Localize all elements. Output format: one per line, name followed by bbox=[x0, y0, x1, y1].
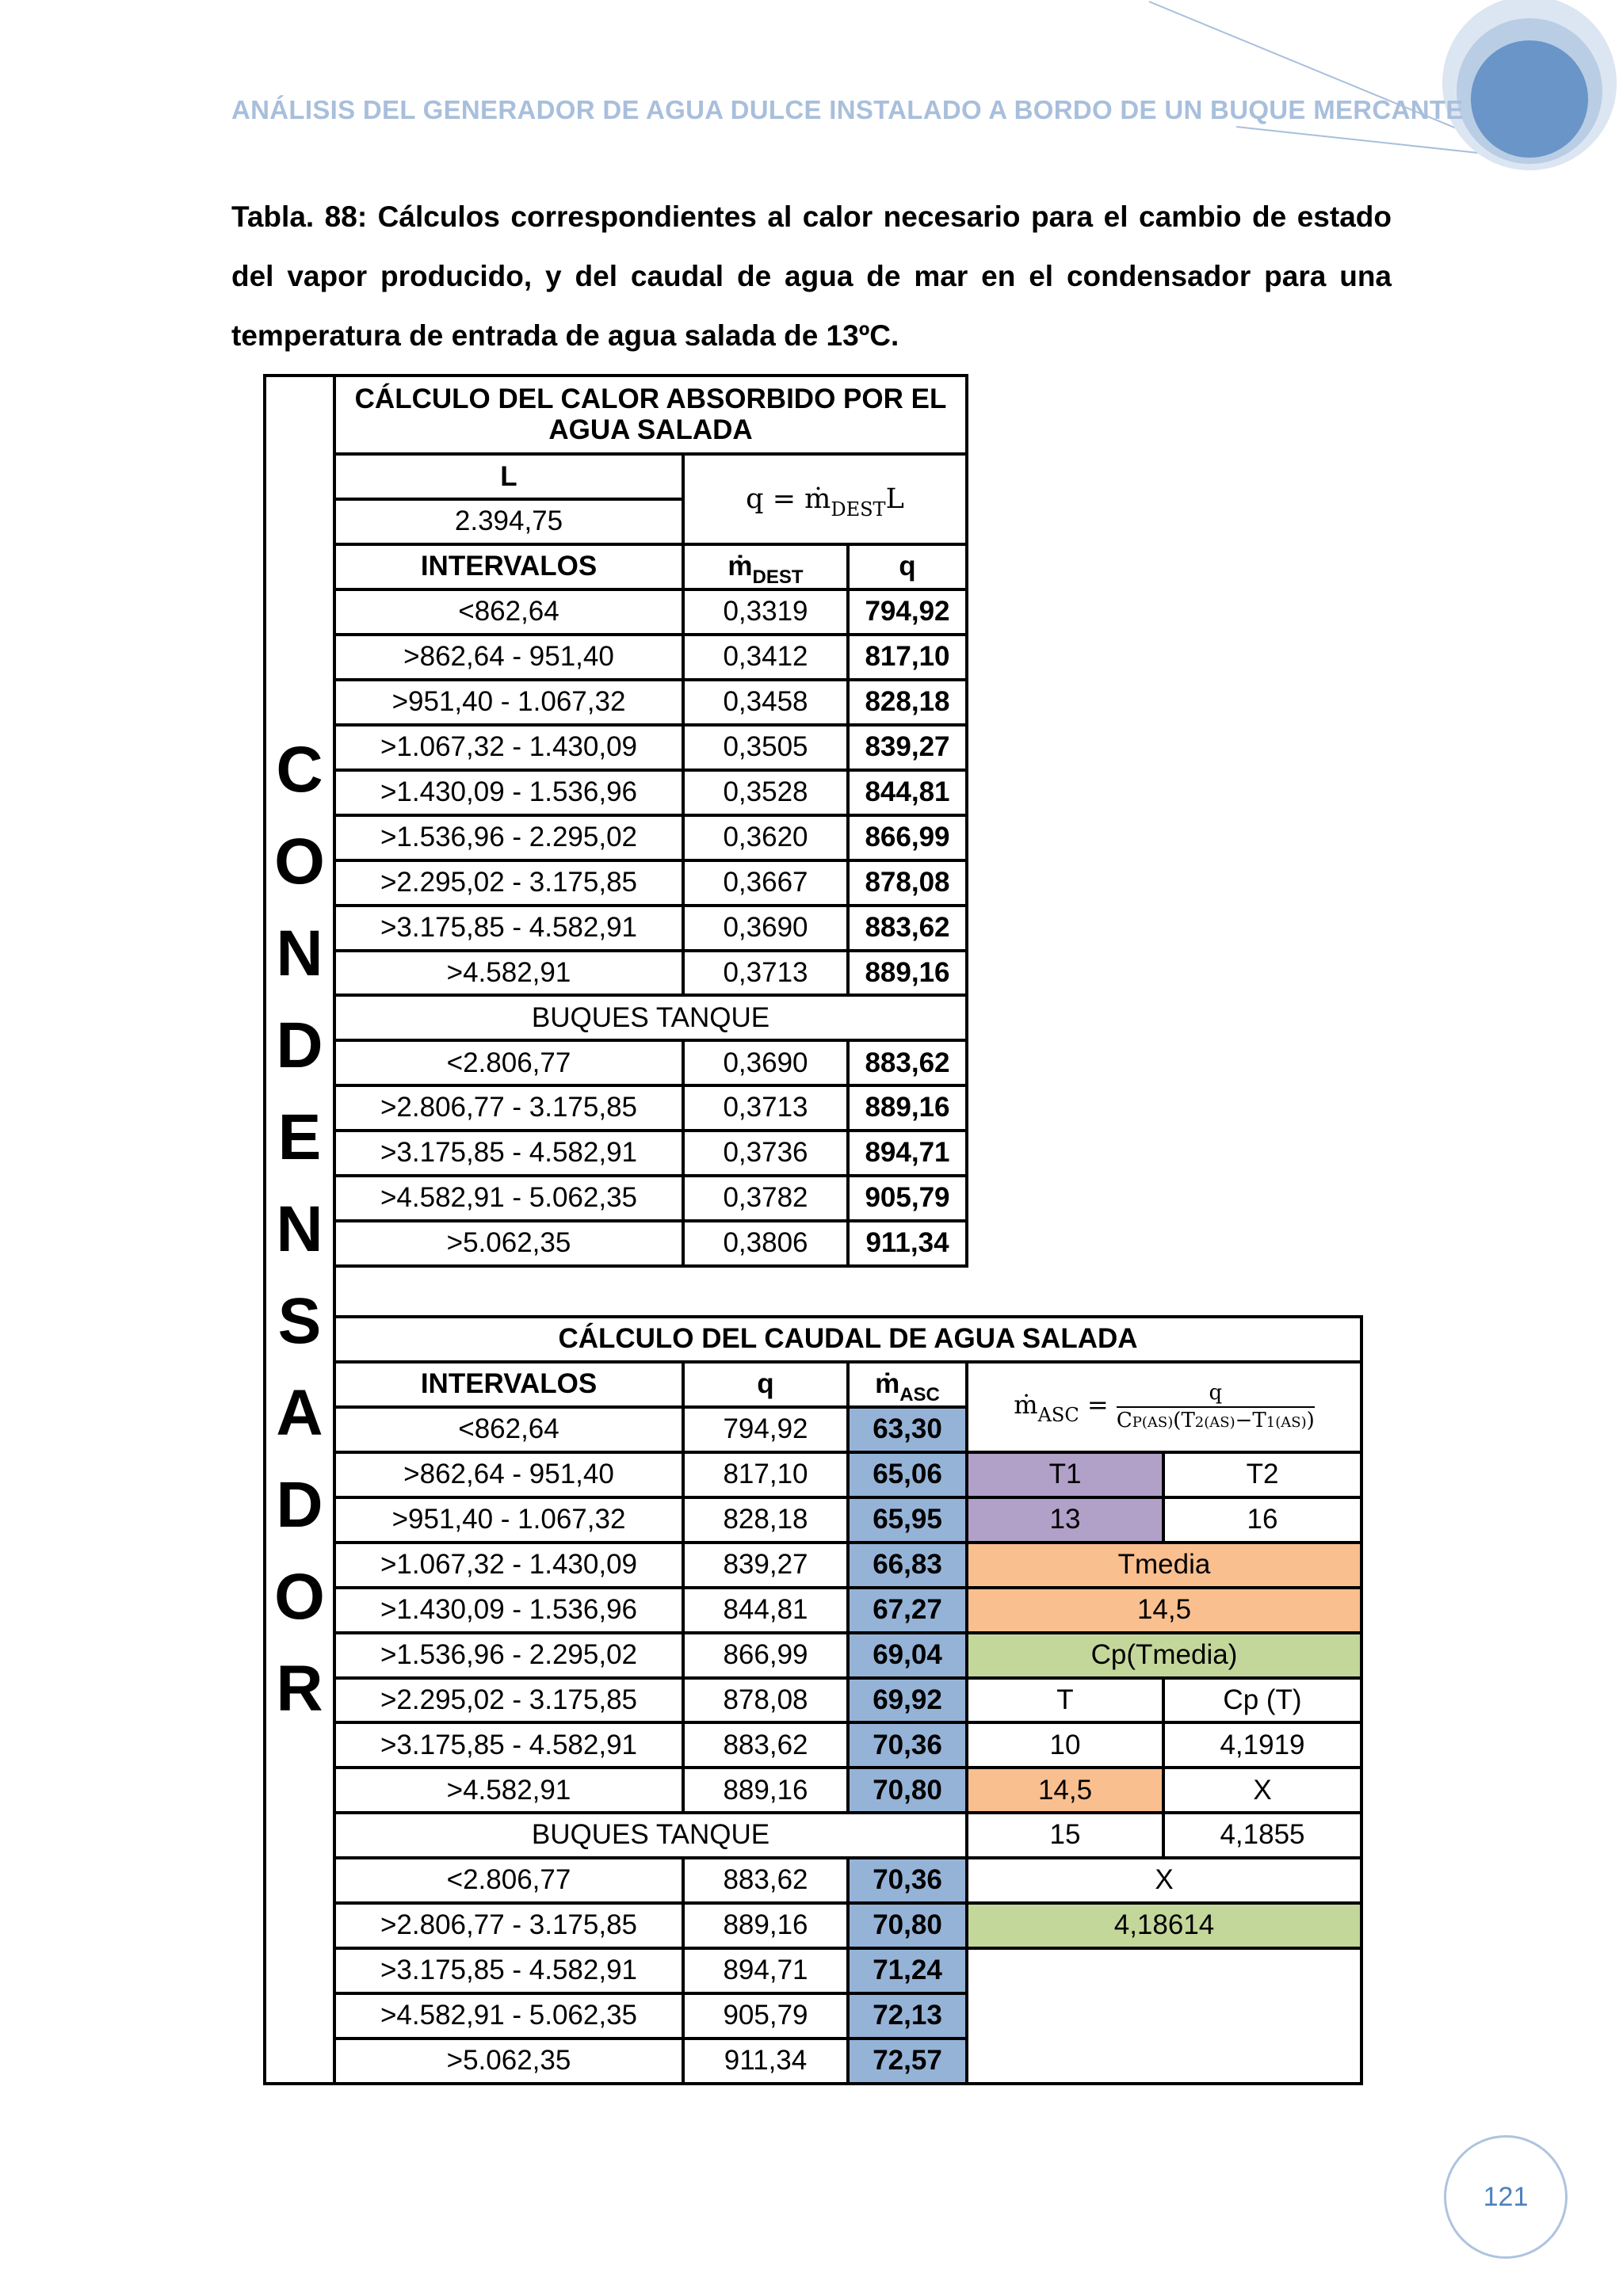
tmedia-label: Tmedia bbox=[967, 1543, 1361, 1588]
table-row bbox=[265, 1633, 1361, 1678]
table-row bbox=[265, 1678, 1361, 1723]
table-row bbox=[265, 680, 1361, 725]
vertical-letter: R bbox=[276, 1653, 323, 1725]
vertical-letter: O bbox=[274, 826, 325, 898]
table-row bbox=[265, 1040, 1361, 1085]
q-cell: 889,16 bbox=[848, 951, 967, 996]
interval-cell: >1.430,09 - 1.536,96 bbox=[334, 1588, 683, 1633]
table-row bbox=[265, 1317, 1361, 1362]
table-row bbox=[265, 1452, 1361, 1497]
m-asc-formula-cell bbox=[967, 1362, 1361, 1452]
empty-cell bbox=[967, 860, 1361, 906]
q-cell: 866,99 bbox=[848, 815, 967, 860]
m-asc-cell: 70,80 bbox=[848, 1903, 967, 1948]
m-dest-cell: 0,3782 bbox=[683, 1176, 848, 1221]
interval-cell: >862,64 - 951,40 bbox=[334, 1452, 683, 1497]
cp-col: Cp (T) bbox=[1163, 1678, 1361, 1723]
vertical-letter: S bbox=[277, 1285, 322, 1357]
interval-cell: >4.582,91 - 5.062,35 bbox=[334, 1993, 683, 2039]
condensador-vertical-label bbox=[265, 376, 334, 2084]
empty-cell bbox=[967, 951, 1361, 996]
interval-cell: <2.806,77 bbox=[334, 1040, 683, 1085]
interp-t: 10 bbox=[967, 1722, 1163, 1768]
x-label: X bbox=[967, 1858, 1361, 1903]
page-number: 121 bbox=[1444, 2135, 1568, 2259]
m-asc-cell: 67,27 bbox=[848, 1588, 967, 1633]
header-decoration bbox=[0, 0, 1623, 174]
m-dot: ṁ bbox=[727, 551, 753, 582]
table-row bbox=[265, 544, 1361, 589]
interval-cell: >951,40 - 1.067,32 bbox=[334, 680, 683, 725]
interval-cell: >3.175,85 - 4.582,91 bbox=[334, 906, 683, 951]
q-cell: 905,79 bbox=[848, 1176, 967, 1221]
q-cell: 911,34 bbox=[848, 1221, 967, 1266]
q-cell: 883,62 bbox=[848, 906, 967, 951]
condensador-table bbox=[263, 374, 1363, 2085]
table-row bbox=[265, 995, 1361, 1040]
interval-cell: >2.295,02 - 3.175,85 bbox=[334, 1678, 683, 1723]
table-row bbox=[265, 589, 1361, 635]
tanker-label: BUQUES TANQUE bbox=[334, 995, 967, 1040]
table-row bbox=[265, 815, 1361, 860]
t2-label: T2 bbox=[1163, 1452, 1361, 1497]
interval-cell: >2.806,77 - 3.175,85 bbox=[334, 1903, 683, 1948]
q-cell: 894,71 bbox=[848, 1131, 967, 1176]
m-sub: DEST bbox=[752, 566, 804, 589]
q-cell: 883,62 bbox=[848, 1040, 967, 1085]
q-cell: 794,92 bbox=[848, 589, 967, 635]
empty-cell bbox=[967, 376, 1361, 454]
q-cell: 889,16 bbox=[683, 1768, 848, 1813]
t-col: T bbox=[967, 1678, 1163, 1723]
empty-cell bbox=[967, 1131, 1361, 1176]
m-dest-cell: 0,3713 bbox=[683, 951, 848, 996]
table-row bbox=[265, 1497, 1361, 1543]
interval-cell: >862,64 - 951,40 bbox=[334, 635, 683, 680]
x-value: 4,18614 bbox=[967, 1903, 1361, 1948]
m-asc-cell: 72,57 bbox=[848, 2039, 967, 2084]
table-row bbox=[265, 454, 1361, 499]
m-asc-cell: 70,80 bbox=[848, 1768, 967, 1813]
running-header: ANÁLISIS DEL GENERADOR DE AGUA DULCE INSTALADO A BORDO DE UN BUQUE MERCANTE bbox=[231, 95, 1464, 124]
interval-cell: >1.536,96 - 2.295,02 bbox=[334, 815, 683, 860]
t1-value: 13 bbox=[967, 1497, 1163, 1543]
tanker-label: BUQUES TANQUE bbox=[334, 1813, 967, 1858]
m-dest-cell: 0,3736 bbox=[683, 1131, 848, 1176]
table-row bbox=[265, 1362, 1361, 1407]
m-asc-cell: 70,36 bbox=[848, 1722, 967, 1768]
col-q: q bbox=[848, 544, 967, 589]
table-row bbox=[265, 1131, 1361, 1176]
interval-cell: >951,40 - 1.067,32 bbox=[334, 1497, 683, 1543]
m-dest-cell: 0,3667 bbox=[683, 860, 848, 906]
m-dest-cell: 0,3505 bbox=[683, 725, 848, 770]
interp-cp: 4,1855 bbox=[1163, 1813, 1361, 1858]
q-cell: 883,62 bbox=[683, 1858, 848, 1903]
table-row bbox=[265, 1221, 1361, 1266]
q-cell: 911,34 bbox=[683, 2039, 848, 2084]
q-cell: 894,71 bbox=[683, 1948, 848, 1993]
table-row bbox=[265, 770, 1361, 815]
m-asc-cell: 70,36 bbox=[848, 1858, 967, 1903]
table-row bbox=[265, 906, 1361, 951]
vertical-letter: A bbox=[276, 1377, 323, 1449]
q-cell: 828,18 bbox=[848, 680, 967, 725]
m-dest-cell: 0,3319 bbox=[683, 589, 848, 635]
interval-cell: <862,64 bbox=[334, 1407, 683, 1452]
m-asc-cell: 63,30 bbox=[848, 1407, 967, 1452]
empty-cell bbox=[967, 544, 1361, 589]
table1-title: CÁLCULO DEL CALOR ABSORBIDO POR EL AGUA SALADA bbox=[334, 376, 967, 454]
q-cell: 828,18 bbox=[683, 1497, 848, 1543]
col-m-asc bbox=[848, 1362, 967, 1407]
vertical-letter: E bbox=[277, 1101, 322, 1173]
empty-cell bbox=[967, 635, 1361, 680]
interval-cell: >2.806,77 - 3.175,85 bbox=[334, 1085, 683, 1131]
vertical-letter: D bbox=[276, 1009, 323, 1081]
spacer-cell bbox=[334, 1266, 1361, 1317]
m-dest-cell: 0,3713 bbox=[683, 1085, 848, 1131]
empty-cell bbox=[967, 1085, 1361, 1131]
interval-cell: >5.062,35 bbox=[334, 1221, 683, 1266]
formula-text: q = ṁ$_{DEST}$L bbox=[746, 483, 904, 521]
l-label: L bbox=[334, 454, 683, 499]
m-dest-cell: 0,3412 bbox=[683, 635, 848, 680]
col-intervalos: INTERVALOS bbox=[334, 544, 683, 589]
m-asc-cell: 65,06 bbox=[848, 1452, 967, 1497]
interval-cell: >3.175,85 - 4.582,91 bbox=[334, 1722, 683, 1768]
interval-cell: <2.806,77 bbox=[334, 1858, 683, 1903]
table-row bbox=[265, 860, 1361, 906]
table-row bbox=[265, 951, 1361, 996]
table-row bbox=[265, 1588, 1361, 1633]
empty-cell bbox=[967, 1221, 1361, 1266]
interval-cell: >4.582,91 - 5.062,35 bbox=[334, 1176, 683, 1221]
q-cell: 844,81 bbox=[848, 770, 967, 815]
q-cell: 817,10 bbox=[683, 1452, 848, 1497]
empty-cell bbox=[967, 770, 1361, 815]
table-row bbox=[265, 1948, 1361, 1993]
vertical-letter: D bbox=[276, 1469, 323, 1541]
table-row bbox=[265, 1858, 1361, 1903]
m-sub: ASC bbox=[899, 1384, 940, 1406]
m-dot: ṁ bbox=[875, 1368, 900, 1400]
m-dest-cell: 0,3528 bbox=[683, 770, 848, 815]
vertical-letter: C bbox=[276, 734, 323, 806]
interval-cell: >4.582,91 bbox=[334, 1768, 683, 1813]
m-asc-cell: 69,04 bbox=[848, 1633, 967, 1678]
table-row bbox=[265, 635, 1361, 680]
interval-cell: <862,64 bbox=[334, 589, 683, 635]
q-cell: 839,27 bbox=[683, 1543, 848, 1588]
interval-cell: >5.062,35 bbox=[334, 2039, 683, 2084]
interp-t: 14,5 bbox=[967, 1768, 1163, 1813]
vertical-letter: O bbox=[274, 1561, 325, 1633]
empty-cell bbox=[967, 499, 1361, 544]
table-row bbox=[265, 376, 1361, 454]
q-cell: 883,62 bbox=[683, 1722, 848, 1768]
vertical-letter: N bbox=[276, 917, 323, 990]
empty-cell bbox=[967, 725, 1361, 770]
q-cell: 794,92 bbox=[683, 1407, 848, 1452]
col-m-dest bbox=[683, 544, 848, 589]
interval-cell: >1.430,09 - 1.536,96 bbox=[334, 770, 683, 815]
interval-cell: >2.295,02 - 3.175,85 bbox=[334, 860, 683, 906]
empty-cell bbox=[967, 995, 1361, 1040]
table2-title: CÁLCULO DEL CAUDAL DE AGUA SALADA bbox=[334, 1317, 1361, 1362]
q-cell: 878,08 bbox=[683, 1678, 848, 1723]
table-row bbox=[265, 1176, 1361, 1221]
empty-cell bbox=[967, 815, 1361, 860]
m-asc-formula: ṁ$_{ASC}$ = $\frac{q}{CP(AS)(T2(AS)-T1(AS))}$ bbox=[1014, 1381, 1315, 1432]
t1-label: T1 bbox=[967, 1452, 1163, 1497]
q-cell: 889,16 bbox=[848, 1085, 967, 1131]
q-cell: 905,79 bbox=[683, 1993, 848, 2039]
empty-cell bbox=[967, 1176, 1361, 1221]
interval-cell: >3.175,85 - 4.582,91 bbox=[334, 1948, 683, 1993]
q-cell: 866,99 bbox=[683, 1633, 848, 1678]
m-asc-cell: 71,24 bbox=[848, 1948, 967, 1993]
m-asc-cell: 65,95 bbox=[848, 1497, 967, 1543]
m-dest-cell: 0,3690 bbox=[683, 1040, 848, 1085]
table-row bbox=[265, 1543, 1361, 1588]
q-cell: 889,16 bbox=[683, 1903, 848, 1948]
table-row bbox=[265, 1266, 1361, 1317]
interp-cp: 4,1919 bbox=[1163, 1722, 1361, 1768]
m-asc-cell: 69,92 bbox=[848, 1678, 967, 1723]
interval-cell: >1.067,32 - 1.430,09 bbox=[334, 1543, 683, 1588]
m-asc-cell: 72,13 bbox=[848, 1993, 967, 2039]
m-asc-cell: 66,83 bbox=[848, 1543, 967, 1588]
t2-value: 16 bbox=[1163, 1497, 1361, 1543]
empty-cell bbox=[967, 906, 1361, 951]
empty-cell bbox=[967, 589, 1361, 635]
col-intervalos: INTERVALOS bbox=[334, 1362, 683, 1407]
m-dest-cell: 0,3806 bbox=[683, 1221, 848, 1266]
interval-cell: >3.175,85 - 4.582,91 bbox=[334, 1131, 683, 1176]
m-dest-cell: 0,3690 bbox=[683, 906, 848, 951]
tmedia-value: 14,5 bbox=[967, 1588, 1361, 1633]
table-row bbox=[265, 1768, 1361, 1813]
q-cell: 839,27 bbox=[848, 725, 967, 770]
interp-t: 15 bbox=[967, 1813, 1163, 1858]
interval-cell: >1.536,96 - 2.295,02 bbox=[334, 1633, 683, 1678]
l-value: 2.394,75 bbox=[334, 499, 683, 544]
interval-cell: >4.582,91 bbox=[334, 951, 683, 996]
table-row bbox=[265, 1722, 1361, 1768]
m-dest-cell: 0,3620 bbox=[683, 815, 848, 860]
table-row bbox=[265, 725, 1361, 770]
interp-cp: X bbox=[1163, 1768, 1361, 1813]
empty-cell bbox=[967, 454, 1361, 499]
empty-cell bbox=[967, 680, 1361, 725]
q-cell: 878,08 bbox=[848, 860, 967, 906]
q-cell: 844,81 bbox=[683, 1588, 848, 1633]
cp-label: Cp(Tmedia) bbox=[967, 1633, 1361, 1678]
table-row bbox=[265, 1813, 1361, 1858]
vertical-letter: N bbox=[276, 1193, 323, 1265]
empty-cell bbox=[967, 1040, 1361, 1085]
col-q: q bbox=[683, 1362, 848, 1407]
m-dest-cell: 0,3458 bbox=[683, 680, 848, 725]
table-row bbox=[265, 1085, 1361, 1131]
table-caption: Tabla. 88: Cálculos correspondientes al calor necesario para el cambio de estado del vapor producido, y del caudal de agua de mar en el condensador para una temperatura de entrada de agua salada de 13ºC. bbox=[231, 200, 1392, 352]
q-formula bbox=[683, 454, 967, 544]
table-row bbox=[265, 1903, 1361, 1948]
empty-cell bbox=[967, 1948, 1361, 2084]
q-cell: 817,10 bbox=[848, 635, 967, 680]
interval-cell: >1.067,32 - 1.430,09 bbox=[334, 725, 683, 770]
